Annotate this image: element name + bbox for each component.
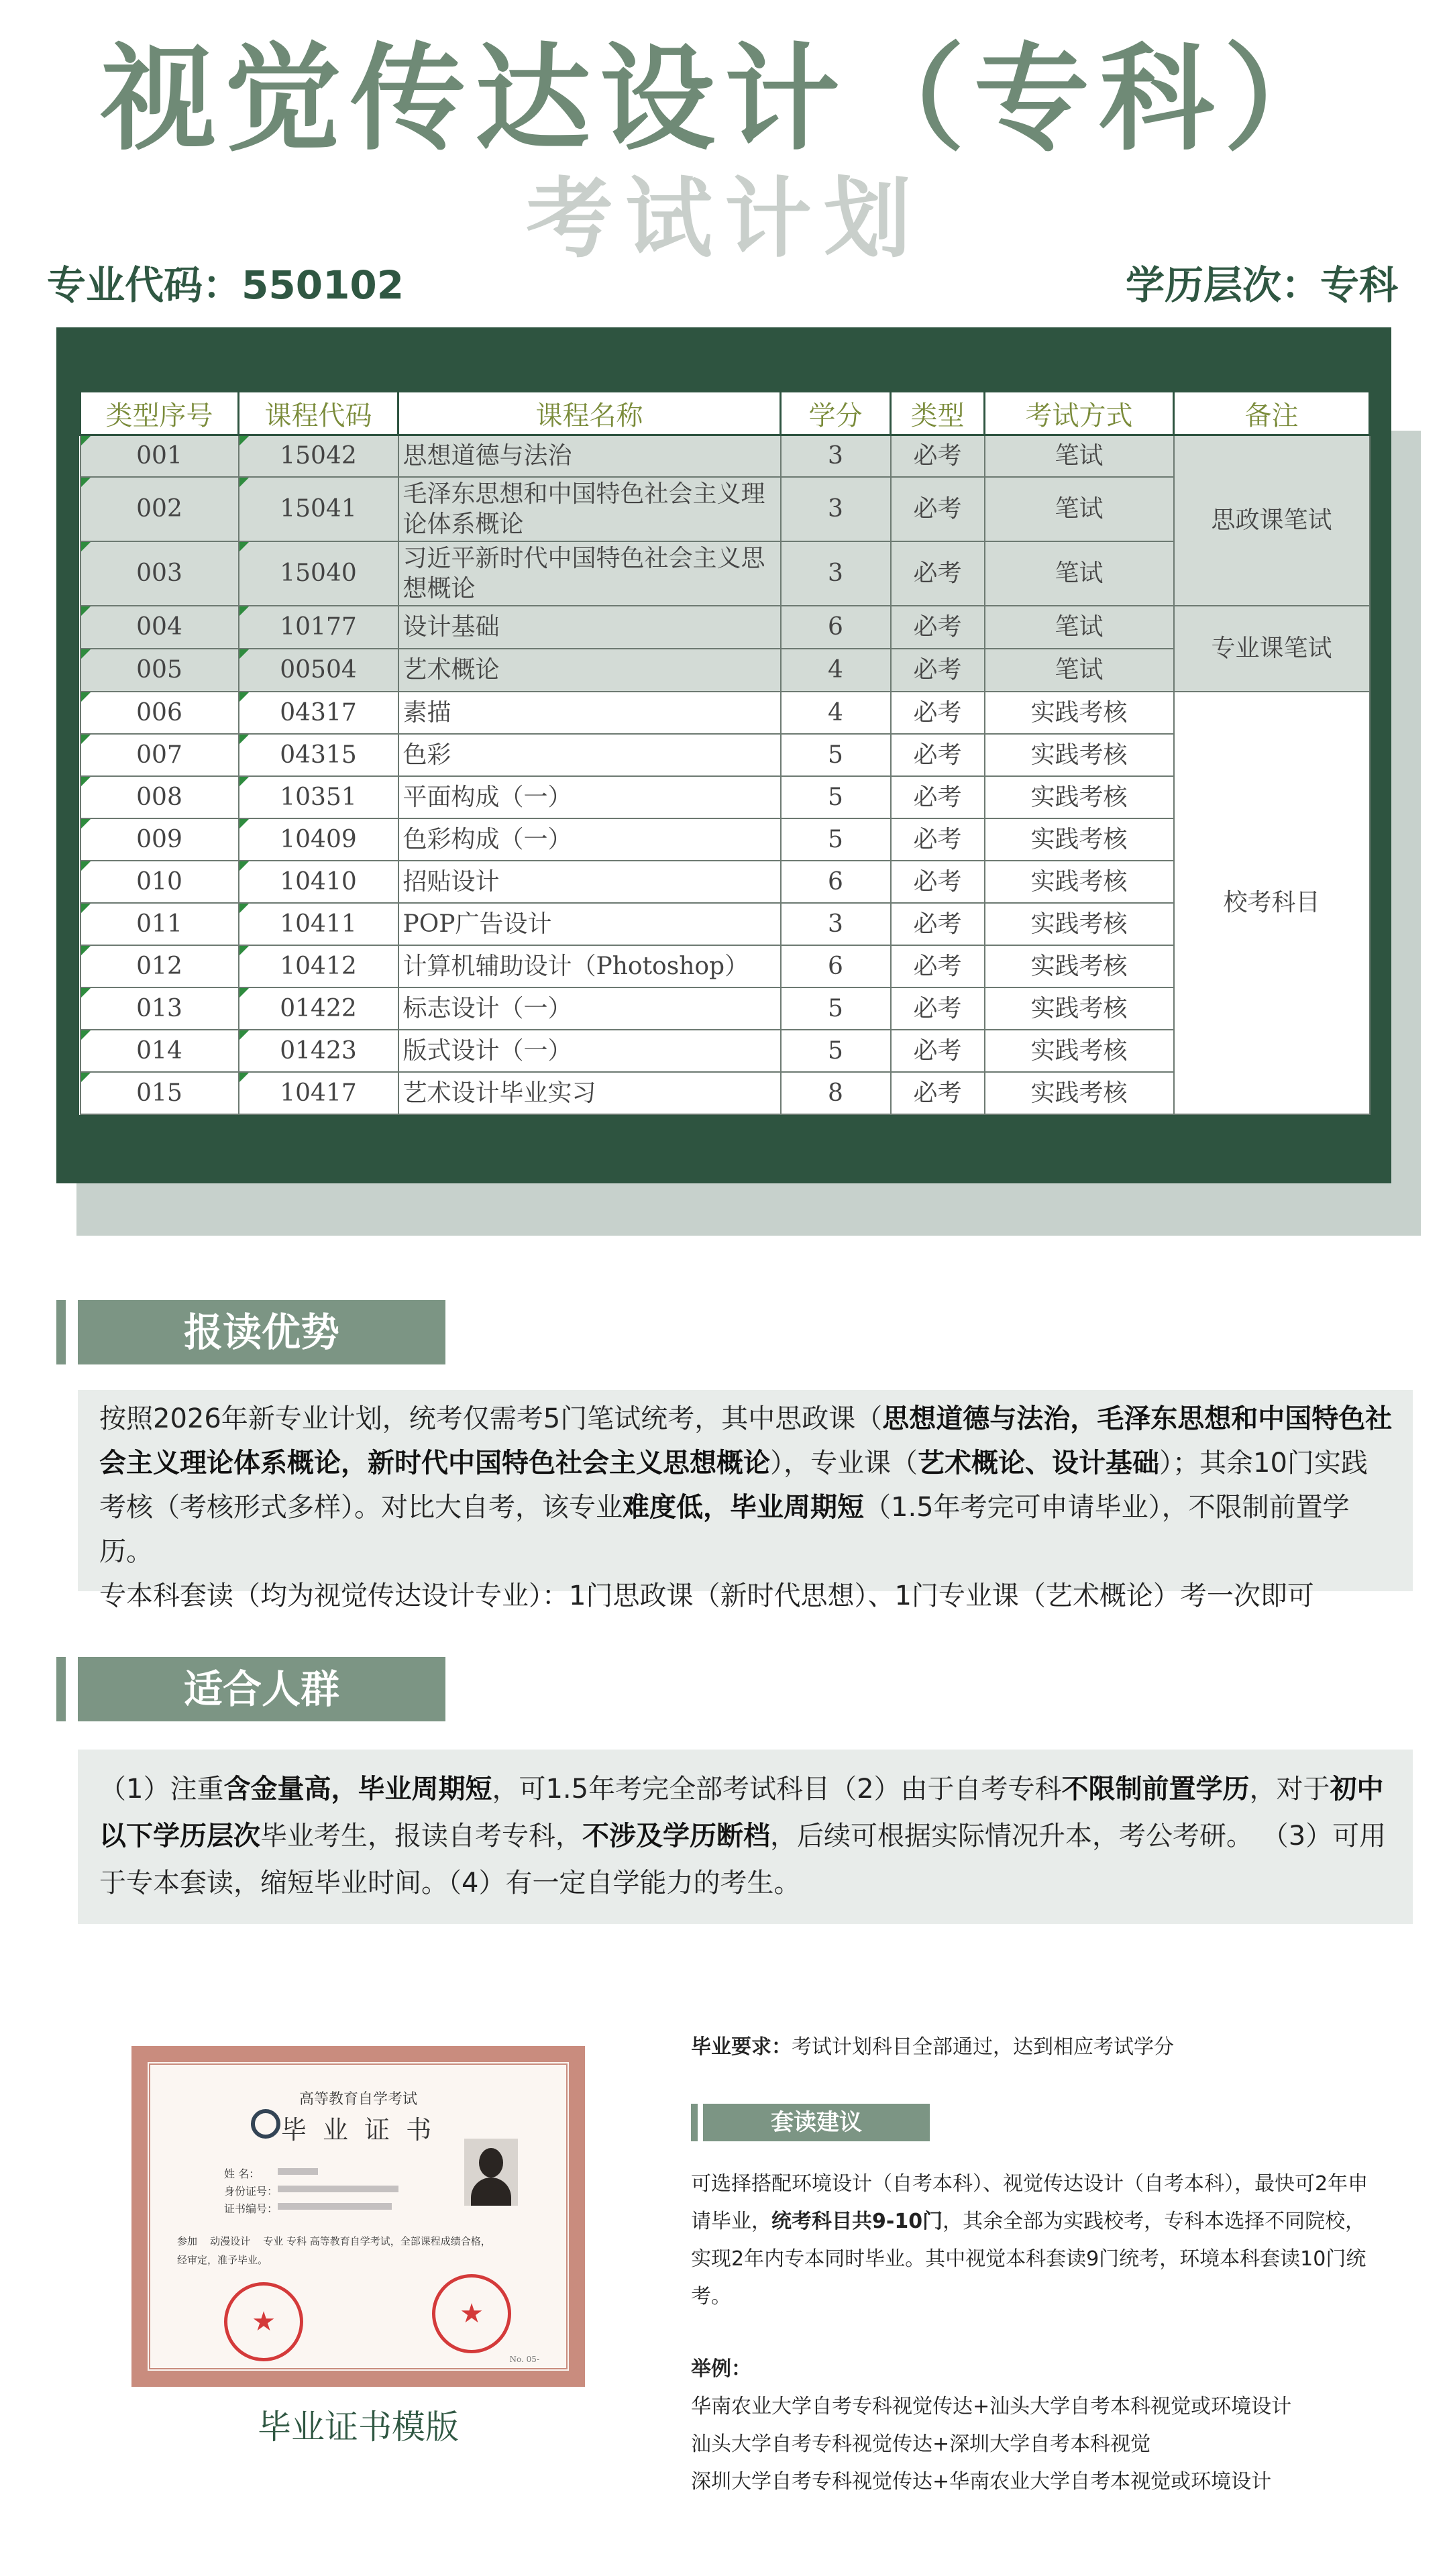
section-marker — [56, 1300, 66, 1364]
cell-code: 01423 — [239, 1030, 398, 1072]
cell-no: 002 — [80, 477, 239, 541]
cell-exam: 笔试 — [985, 649, 1174, 692]
cell-credit: 5 — [781, 734, 891, 776]
red-seal-icon: ★ — [224, 2282, 303, 2361]
audience-text: （1）注重 — [99, 1774, 224, 1805]
certificate-inner — [146, 2061, 570, 2372]
audience-text: ，对于 — [1249, 1774, 1330, 1805]
cell-course-name: 毛泽东思想和中国特色社会主义理论体系概论 — [398, 477, 781, 541]
section-marker — [56, 1657, 66, 1721]
cell-no: 006 — [80, 692, 239, 734]
cell-exam: 实践考核 — [985, 1030, 1174, 1072]
graduation-label: 毕业要求： — [691, 2035, 792, 2059]
advantage-text: （1.5年考完可申请毕业），不限制前置学历。 — [99, 1492, 1350, 1567]
cell-credit: 5 — [781, 1030, 891, 1072]
cell-course-name: 平面构成（一） — [398, 776, 781, 818]
certificate-body — [177, 2234, 553, 2248]
advantage-dual-note: 专本科套读（均为视觉传达设计专业）：1门思政课（新时代思想）、1门专业课（艺术概论）考一次即可 — [99, 1580, 1314, 1611]
cell-no: 007 — [80, 734, 239, 776]
cell-no: 013 — [80, 987, 239, 1030]
cell-type: 必考 — [891, 477, 985, 541]
example-item: 华南农业大学自考专科视觉传达+汕头大学自考本科视觉或环境设计 — [691, 2395, 1292, 2418]
cell-code: 04317 — [239, 692, 398, 734]
cell-code: 01422 — [239, 987, 398, 1030]
certificate-number: No. 05- — [509, 2355, 539, 2364]
cell-code: 15040 — [239, 541, 398, 606]
cell-type: 必考 — [891, 776, 985, 818]
header-cell: 类型序号 — [80, 392, 239, 435]
cell-course-name: 素描 — [398, 692, 781, 734]
audience-text: 毕业考生，报读自考专科， — [260, 1821, 582, 1851]
header-cell: 学分 — [781, 392, 891, 435]
cell-code: 10417 — [239, 1072, 398, 1114]
graduation-requirement — [691, 2030, 1402, 2059]
cell-course-name: 设计基础 — [398, 606, 781, 649]
cell-type: 必考 — [891, 861, 985, 903]
cell-exam: 实践考核 — [985, 945, 1174, 987]
photo-body — [471, 2178, 511, 2206]
certificate-caption: 毕业证书模版 — [258, 2408, 459, 2447]
example-item: 汕头大学自考专科视觉传达+深圳大学自考本科视觉 — [691, 2432, 1151, 2456]
certificate-field-cert: 证书编号： — [224, 2202, 278, 2215]
cell-exam: 实践考核 — [985, 776, 1174, 818]
cell-no: 005 — [80, 649, 239, 692]
page-subtitle: 考试计划 — [525, 168, 923, 270]
cell-credit: 3 — [781, 477, 891, 541]
cell-course-name: 色彩 — [398, 734, 781, 776]
header-cell: 课程名称 — [398, 392, 781, 435]
cell-no: 001 — [80, 435, 239, 477]
certificate-image — [131, 2046, 585, 2387]
cell-exam: 实践考核 — [985, 861, 1174, 903]
audience-highlight: 不涉及学历断档 — [582, 1821, 770, 1851]
audience-panel — [78, 1750, 1413, 1924]
cell-type: 必考 — [891, 1072, 985, 1114]
page-title: 视觉传达设计（专科） — [101, 32, 1348, 166]
portrait-photo — [464, 2139, 518, 2206]
header-cell: 课程代码 — [239, 392, 398, 435]
cell-credit: 3 — [781, 435, 891, 477]
header-cell: 类型 — [891, 392, 985, 435]
certificate-field-id: 身份证号： — [224, 2185, 278, 2198]
cell-code: 00504 — [239, 649, 398, 692]
audience-highlight: 不限制前置学历 — [1061, 1774, 1250, 1805]
cell-course-name: 艺术设计毕业实习 — [398, 1072, 781, 1114]
cell-exam: 实践考核 — [985, 692, 1174, 734]
certificate-title: 毕 业 证 书 — [280, 2115, 436, 2145]
course-table — [79, 390, 1371, 1115]
blurred-field — [278, 2203, 392, 2210]
certificate-field-name: 姓 名： — [224, 2167, 260, 2180]
table-header-row — [80, 392, 1370, 435]
blurred-field — [278, 2168, 318, 2175]
cell-exam: 实践考核 — [985, 987, 1174, 1030]
cell-type: 必考 — [891, 541, 985, 606]
cell-type: 必考 — [891, 1030, 985, 1072]
cell-exam: 笔试 — [985, 477, 1174, 541]
cell-course-name: 标志设计（一） — [398, 987, 781, 1030]
cell-code: 10410 — [239, 861, 398, 903]
cell-credit: 4 — [781, 649, 891, 692]
section-heading-audience: 适合人群 — [78, 1657, 445, 1721]
cell-course-name: 艺术概论 — [398, 649, 781, 692]
examples-label: 举例： — [691, 2357, 751, 2381]
cell-credit: 8 — [781, 1072, 891, 1114]
cell-no: 008 — [80, 776, 239, 818]
section-marker — [691, 2104, 698, 2141]
cell-credit: 6 — [781, 945, 891, 987]
certificate-body-a: 参加 — [177, 2235, 198, 2247]
suggest-text: 可选择搭配环境设计（自考本科）、视觉传达设计（自考本科），最快可2年申请毕业， — [691, 2172, 1368, 2233]
cell-exam: 笔试 — [985, 606, 1174, 649]
cell-no: 003 — [80, 541, 239, 606]
certificate-body-d: 经审定，准予毕业。 — [177, 2254, 268, 2266]
audience-paragraph — [99, 1766, 1394, 1907]
cell-type: 必考 — [891, 692, 985, 734]
header-cell: 考试方式 — [985, 392, 1174, 435]
cell-code: 10177 — [239, 606, 398, 649]
cell-code: 10351 — [239, 776, 398, 818]
cell-code: 15041 — [239, 477, 398, 541]
suggest-paragraph — [691, 2165, 1382, 2316]
examples-list — [691, 2388, 1402, 2501]
cell-type: 必考 — [891, 945, 985, 987]
certificate-line1: 高等教育自学考试 — [299, 2091, 417, 2108]
cell-no: 015 — [80, 1072, 239, 1114]
cell-type: 必考 — [891, 734, 985, 776]
cell-exam: 实践考核 — [985, 903, 1174, 945]
cell-type: 必考 — [891, 987, 985, 1030]
cell-code: 15042 — [239, 435, 398, 477]
advantage-paragraph — [99, 1397, 1394, 1618]
example-item: 深圳大学自考专科视觉传达+华南农业大学自考本视觉或环境设计 — [691, 2470, 1272, 2493]
cell-exam: 笔试 — [985, 541, 1174, 606]
advantage-highlight: 艺术概论、设计基础 — [918, 1448, 1159, 1479]
cell-course-name: POP广告设计 — [398, 903, 781, 945]
cell-credit: 3 — [781, 541, 891, 606]
section-heading-advantage: 报读优势 — [78, 1300, 445, 1364]
cell-no: 011 — [80, 903, 239, 945]
table-row — [80, 692, 1370, 734]
cell-credit: 6 — [781, 606, 891, 649]
header-cell: 备注 — [1174, 392, 1370, 435]
suggest-text: ，其余全部为实践校考，专科本选择不同院校，实现2年内专本同时毕业。其中视觉本科套读9门统考，环境本科套读10门统考。 — [691, 2210, 1366, 2308]
cell-credit: 4 — [781, 692, 891, 734]
cell-no: 009 — [80, 818, 239, 861]
cell-exam: 笔试 — [985, 435, 1174, 477]
cell-exam: 实践考核 — [985, 734, 1174, 776]
cell-no: 004 — [80, 606, 239, 649]
blurred-field — [278, 2186, 398, 2192]
advantage-highlight: 思想道德与法治，毛泽东思想和中国特色社会主义理论体系概论，新时代中国特色社会主义思想概论 — [99, 1403, 1393, 1479]
cell-type: 必考 — [891, 606, 985, 649]
cell-code: 04315 — [239, 734, 398, 776]
cell-code: 10411 — [239, 903, 398, 945]
cell-course-name: 习近平新时代中国特色社会主义思想概论 — [398, 541, 781, 606]
cell-type: 必考 — [891, 818, 985, 861]
cell-code: 10412 — [239, 945, 398, 987]
audience-highlight: 初中以下学历层次 — [99, 1774, 1384, 1851]
cell-credit: 6 — [781, 861, 891, 903]
cell-no: 010 — [80, 861, 239, 903]
advantage-panel — [78, 1390, 1413, 1611]
cell-credit: 5 — [781, 818, 891, 861]
cell-note: 专业课笔试 — [1174, 606, 1370, 692]
advantage-text: ）；其余10门实践考核（考核形式多样）。对比大自考，该专业 — [99, 1448, 1368, 1523]
cell-code: 10409 — [239, 818, 398, 861]
audience-text: ，可1.5年考完全部考试科目（2）由于自考专科 — [492, 1774, 1062, 1805]
table-row — [80, 606, 1370, 649]
graduation-text: 考试计划科目全部通过，达到相应考试学分 — [792, 2035, 1174, 2059]
cell-course-name: 版式设计（一） — [398, 1030, 781, 1072]
cell-credit: 3 — [781, 903, 891, 945]
suggest-highlight: 统考科目共9-10门 — [771, 2210, 943, 2233]
advantage-highlight: 难度低，毕业周期短 — [623, 1492, 864, 1523]
audience-text: ，后续可根据实际情况升本，考公考研。 （3）可用于专本套读，缩短毕业时间。（4）有一定自学能力的考生。 — [99, 1821, 1387, 1898]
cell-no: 012 — [80, 945, 239, 987]
cell-course-name: 招贴设计 — [398, 861, 781, 903]
cell-no: 014 — [80, 1030, 239, 1072]
cell-credit: 5 — [781, 987, 891, 1030]
cell-note: 校考科目 — [1174, 692, 1370, 1114]
photo-head — [479, 2148, 503, 2178]
cell-course-name: 思想道德与法治 — [398, 435, 781, 477]
section-heading-suggest: 套读建议 — [703, 2104, 930, 2141]
certificate-body-c: 专业 专科 高等教育自学考试，全部课程成绩合格， — [263, 2235, 491, 2247]
cell-credit: 5 — [781, 776, 891, 818]
cell-type: 必考 — [891, 435, 985, 477]
major-code: 专业代码：550102 — [47, 262, 405, 308]
table-row — [80, 435, 1370, 477]
education-level: 学历层次：专科 — [1125, 262, 1398, 308]
cell-exam: 实践考核 — [985, 1072, 1174, 1114]
cell-exam: 实践考核 — [985, 818, 1174, 861]
red-seal-icon: ★ — [432, 2274, 511, 2353]
cell-course-name: 计算机辅助设计（Photoshop） — [398, 945, 781, 987]
advantage-text: 按照2026年新专业计划，统考仅需考5门笔试统考，其中思政课（ — [99, 1403, 883, 1434]
cell-note: 思政课笔试 — [1174, 435, 1370, 606]
audience-highlight: 含金量高，毕业周期短 — [223, 1774, 492, 1805]
cell-course-name: 色彩构成（一） — [398, 818, 781, 861]
cell-type: 必考 — [891, 649, 985, 692]
cell-type: 必考 — [891, 903, 985, 945]
advantage-text: ），专业课（ — [770, 1448, 918, 1479]
certificate-body-b: 动漫设计 — [210, 2235, 251, 2247]
certificate-emblem-icon — [251, 2109, 280, 2139]
